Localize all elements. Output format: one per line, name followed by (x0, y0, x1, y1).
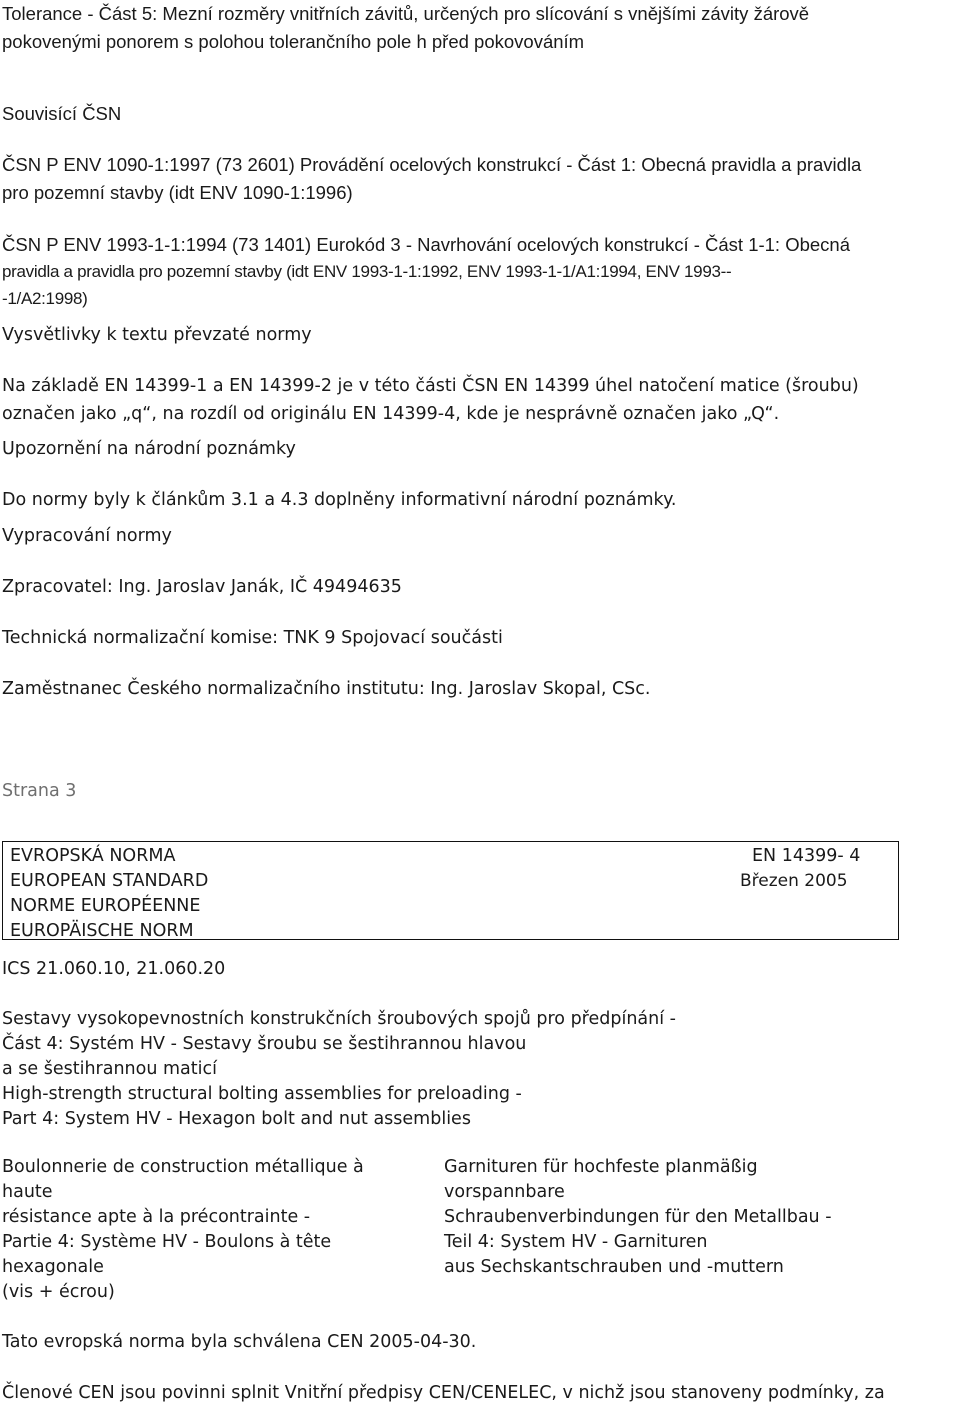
national-notes-heading: Upozornění na národní poznámky (2, 439, 296, 459)
title-cs-line-2: Část 4: Systém HV - Sestavy šroubu se šestihrannou hlavou (2, 1034, 527, 1054)
explanations-line-1: Na základě EN 14399-1 a EN 14399-2 je v této části ČSN EN 14399 úhel natočení matice (šroubu) (2, 376, 859, 396)
intro-line-2: pokovenými ponorem s polohou tolerančního pole h před pokovováním (2, 31, 585, 52)
page-label: Strana 3 (2, 781, 77, 801)
preparation-processor: Zpracovatel: Ing. Jaroslav Janák, IČ 49494635 (2, 577, 402, 597)
title-fr-line: haute (2, 1182, 53, 1202)
explanations-heading: Vysvětlivky k textu převzaté normy (2, 325, 312, 345)
title-fr-line: hexagonale (2, 1257, 104, 1277)
related-item-2-line-1: ČSN P ENV 1993-1-1:1994 (73 1401) Eurokód 3 - Navrhování ocelových konstrukcí - Část 1-1: Obecná (2, 234, 851, 255)
related-item-1-line-1: ČSN P ENV 1090-1:1997 (73 2601) Provádění ocelových konstrukcí - Část 1: Obecná pravidla a pravidla (2, 154, 862, 175)
title-de-line: Garnituren für hochfeste planmäßig (444, 1157, 758, 1177)
related-item-2-line-3: -1/A2:1998) (2, 289, 88, 308)
title-de-line: vorspannbare (444, 1182, 565, 1202)
standard-name-fr: NORME EUROPÉENNE (10, 896, 201, 916)
title-fr-column (2, 1155, 364, 1305)
standard-name-en: EUROPEAN STANDARD (10, 871, 209, 891)
national-notes-text: Do normy byly k článkům 3.1 a 4.3 doplněny informativní národní poznámky. (2, 490, 677, 510)
title-en-line-1: High-strength structural bolting assemblies for preloading - (2, 1084, 522, 1104)
title-de-line: Teil 4: System HV - Garnituren (444, 1232, 708, 1252)
title-cs-line-3: a se šestihrannou maticí (2, 1059, 217, 1079)
ics-codes: ICS 21.060.10, 21.060.20 (2, 959, 226, 979)
title-cs-line-1: Sestavy vysokopevnostních konstrukčních šroubových spojů pro předpínání - (2, 1009, 676, 1029)
title-de-line: aus Sechskantschrauben und -muttern (444, 1257, 784, 1277)
standard-number: EN 14399- 4 (752, 846, 861, 866)
related-heading: Souvisící ČSN (2, 103, 122, 124)
standard-name-de: EUROPÄISCHE NORM (10, 921, 194, 941)
intro-line-1: Tolerance - Část 5: Mezní rozměry vnitřních závitů, určených pro slícování s vnějšími závity žárově (2, 3, 810, 24)
title-fr-line: Partie 4: Système HV - Boulons à tête (2, 1232, 332, 1252)
title-fr-line: résistance apte à la précontrainte - (2, 1207, 311, 1227)
title-fr-line: Boulonnerie de construction métallique à (2, 1157, 364, 1177)
standard-header-box (2, 841, 899, 940)
related-item-2-line-2: pravidla a pravidla pro pozemní stavby (idt ENV 1993-1-1:1992, ENV 1993-1-1/A1:1994, ENV 1993-- (2, 262, 732, 281)
standard-date: Březen 2005 (740, 871, 848, 891)
title-de-line: Schraubenverbindungen für den Metallbau - (444, 1207, 832, 1227)
explanations-line-2: označen jako „q“, na rozdíl od originálu EN 14399-4, kde je nesprávně označen jako „Q“. (2, 404, 780, 424)
members-statement: Členové CEN jsou povinni splnit Vnitřní předpisy CEN/CENELEC, v nichž jsou stanoveny podmínky, za (2, 1383, 885, 1403)
preparation-heading: Vypracování normy (2, 526, 172, 546)
approval-statement: Tato evropská norma byla schválena CEN 2005-04-30. (2, 1332, 477, 1352)
title-de-column (444, 1155, 832, 1280)
related-item-1-line-2: pro pozemní stavby (idt ENV 1090-1:1996) (2, 182, 353, 203)
preparation-employee: Zaměstnanec Českého normalizačního institutu: Ing. Jaroslav Skopal, CSc. (2, 679, 651, 699)
standard-name-cs: EVROPSKÁ NORMA (10, 846, 176, 866)
preparation-committee: Technická normalizační komise: TNK 9 Spojovací součásti (2, 628, 503, 648)
title-fr-line: (vis + écrou) (2, 1282, 115, 1302)
title-en-line-2: Part 4: System HV - Hexagon bolt and nut assemblies (2, 1109, 471, 1129)
